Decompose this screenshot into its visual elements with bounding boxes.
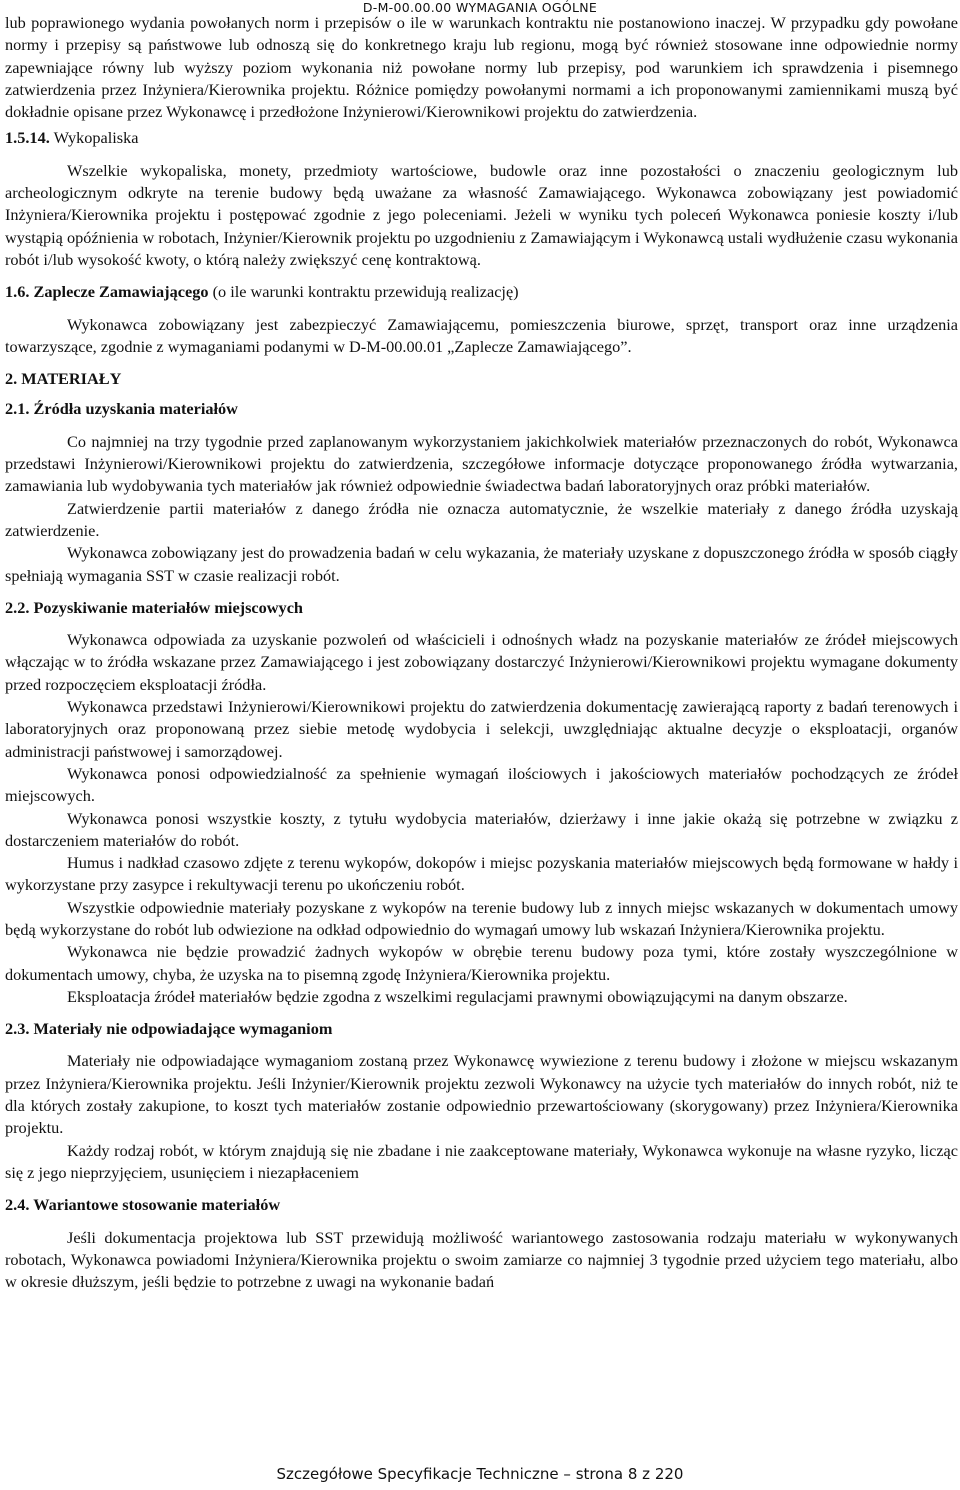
chapter-heading-2 xyxy=(5,368,958,390)
section-title: Zaplecze Zamawiającego xyxy=(33,282,209,302)
paragraph: Każdy rodzaj robót, w którym znajdują się nie zbadane i nie zaakceptowane materiały, Wykonawca wykonuje na własne ryzyko, licząc się z jego nieprzyjęciem, usunięciem i niezapłaceniem xyxy=(5,1140,958,1182)
section-title: 2.4. Wariantowe stosowanie materiałów xyxy=(5,1195,281,1215)
section-heading-1-5-14 xyxy=(5,127,958,149)
section-heading-2-4 xyxy=(5,1194,958,1216)
paragraph: Co najmniej na trzy tygodnie przed zaplanowanym wykorzystaniem jakichkolwiek materiałów przeznaczonych do robót, Wykonawca przedstawi Inżynierowi/Kierownikowi projektu do zatwierdzenia, szczegółowe informacje dotyczące proponowanego źródła wytwarzania, zamawiania lub wydobywania tych materiałów jak również odpowiednie świadectwa badań laboratoryjnych oraz próbki materiałów. xyxy=(5,431,958,496)
paragraph: Wykonawca ponosi odpowiedzialność za spełnienie wymagań ilościowych i jakościowych materiałów pochodzących ze źródeł miejscowych. xyxy=(5,763,958,806)
paragraph: Jeśli dokumentacja projektowa lub SST przewidują możliwość wariantowego zastosowania rodzaju materiału w wykonywanych robotach, Wykonawca powiadomi Inżyniera/Kierownika projektu o swoim zamiarze co najmniej 3 tygodnie przed użyciem tego materiału, albo w okresie dłuższym, jeśli będzie to potrzebne z uwagi na wykonanie badań xyxy=(5,1227,958,1292)
paragraph: Wykonawca przedstawi Inżynierowi/Kierownikowi projektu do zatwierdzenia dokumentację zawierającą raporty z badań terenowych i laboratoryjnych oraz proponowaną przez siebie metodę wydobycia i selekcji, uwzględniając aktualne decyzje o eksploatacji, organów administracji państwowej i samorządowej. xyxy=(5,697,958,761)
document-body xyxy=(5,12,958,1293)
paragraph: Wykonawca zobowiązany jest do prowadzenia badań w celu wykazania, że materiały uzyskane z dopuszczonego źródła w sposób ciągły spełniają wymagania SST w czasie realizacji robót. xyxy=(5,543,958,585)
section-number: 1.5.14. xyxy=(5,128,50,148)
paragraph: Zatwierdzenie partii materiałów z danego źródła nie oznacza automatycznie, że wszelkie materiały z danego źródła uzyskają zatwierdzenie. xyxy=(5,498,958,540)
section-title: 2.2. Pozyskiwanie materiałów miejscowych xyxy=(5,597,303,617)
paragraph: Wykonawca odpowiada za uzyskanie pozwoleń od właścicieli i odnośnych władz na pozyskanie materiałów ze źródeł miejscowych włączając w to źródła wskazane przez Zamawiającego i jest zobowiązany dostarczyć Inżynierowi/Kierownikowi projektu wymagane dokumenty przed rozpoczęciem eksploatacji źródła. xyxy=(5,630,958,694)
page-header: D-M-00.00.00 WYMAGANIA OGÓLNE xyxy=(362,0,598,15)
paragraph: Wykonawca zobowiązany jest zabezpieczyć Zamawiającemu, pomieszczenia biurowe, sprzęt, transport oraz inne urządzenia towarzyszące, zgodnie z wymaganiami podanymi w D-M-00.00.01 „Zaplecze Zamawiającego”. xyxy=(5,314,958,356)
intro-paragraph: lub poprawionego wydania powołanych norm i przepisów o ile w warunkach kontraktu nie postanowiono inaczej. W przypadku gdy powołane normy i przepisy są państwowe lub odnoszą się do konkretnego kraju lub regionu, mogą być również stosowane inne odpowiednie normy zapewniające równy lub wyższy poziom wykonania niż powołane normy lub przepisy, pod warunkiem ich sprawdzenia i pisemnego zatwierdzenia przez Inżyniera/Kierownika projektu. Różnice pomiędzy powołanymi normami a ich proponowanymi zamiennikami muszą być dokładnie opisane przez Wykonawcę i przedłożone Inżynierowi/Kierownikowi projektu do zatwierdzenia. xyxy=(5,13,958,122)
section-heading-2-1 xyxy=(5,398,958,420)
section-heading-2-2 xyxy=(5,597,958,619)
paragraph: Wykonawca ponosi wszystkie koszty, z tytułu wydobycia materiałów, dzierżawy i inne jakie okażą się potrzebne w związku z dostarczeniem materiałów do robót. xyxy=(5,808,958,850)
section-heading-1-6 xyxy=(5,281,958,303)
paragraph: Wszystkie odpowiednie materiały pozyskane z wykopów na terenie budowy lub z innych miejsc wskazanych w dokumentach umowy będą wykorzystane do robót lub odwiezione na odkład odpowiednio do wymagań umowy lub wskazań Inżyniera/Kierownika projektu. xyxy=(5,897,958,939)
section-title: 2.3. Materiały nie odpowiadające wymaganiom xyxy=(5,1019,333,1039)
paragraph: Humus i nadkład czasowo zdjęte z terenu wykopów, dokopów i miejsc pozyskania materiałów miejscowych będą formowane w hałdy i wykorzystane przy zasypce i rekultywacji terenu po ukończeniu robót. xyxy=(5,853,958,895)
section-title-note: (o ile warunki kontraktu przewidują realizację) xyxy=(212,282,519,302)
paragraph: Wszelkie wykopaliska, monety, przedmioty wartościowe, budowle oraz inne pozostałości o znaczeniu geologicznym lub archeologicznym odkryte na terenie budowy będą uważane za własność Zamawiającego. Wykonawca zobowiązany jest powiadomić Inżyniera/Kierownika projektu i postępować zgodnie z jego poleceniami. Jeżeli w wyniku tych poleceń Wykonawca poniesie koszty i/lub wystąpią opóźnienia w robotach, Inżynier/Kierownik projektu po uzgodnieniu z Zamawiającym i Wykonawcą ustali wydłużenie czasu wykonania robót i/lub wysokość kwoty, o którą należy zwiększyć cenę kontraktową. xyxy=(5,160,958,269)
paragraph: Wykonawca nie będzie prowadzić żadnych wykopów w obrębie terenu budowy poza tymi, które zostały wyszczególnione w dokumentach umowy, chyba, że uzyska na to pisemną zgodę Inżyniera/Kierownika projektu. xyxy=(5,942,958,984)
section-title: Wykopaliska xyxy=(53,128,139,148)
chapter-title: 2. MATERIAŁY xyxy=(5,369,122,389)
section-title: 2.1. Źródła uzyskania materiałów xyxy=(5,399,238,419)
section-number: 1.6. xyxy=(5,282,30,302)
section-heading-2-3 xyxy=(5,1018,958,1040)
paragraph: Materiały nie odpowiadające wymaganiom zostaną przez Wykonawcę wywiezione z terenu budowy i złożone w miejscu wskazanym przez Inżyniera/Kierownika projektu. Jeśli Inżynier/Kierownik projektu zezwoli Wykonawcy na użycie tych materiałów do innych robót, niż te dla których zostały zakupione, to koszt tych materiałów zostanie odpowiednio przewartościowany (skorygowany) przez Inżyniera/Kierownika projektu. xyxy=(5,1051,958,1138)
page-footer: Szczegółowe Specyfikacje Techniczne – strona 8 z 220 xyxy=(276,1465,684,1483)
paragraph: Eksploatacja źródeł materiałów będzie zgodna z wszelkimi regulacjami prawnymi obowiązującymi na danym obszarze. xyxy=(67,986,848,1006)
